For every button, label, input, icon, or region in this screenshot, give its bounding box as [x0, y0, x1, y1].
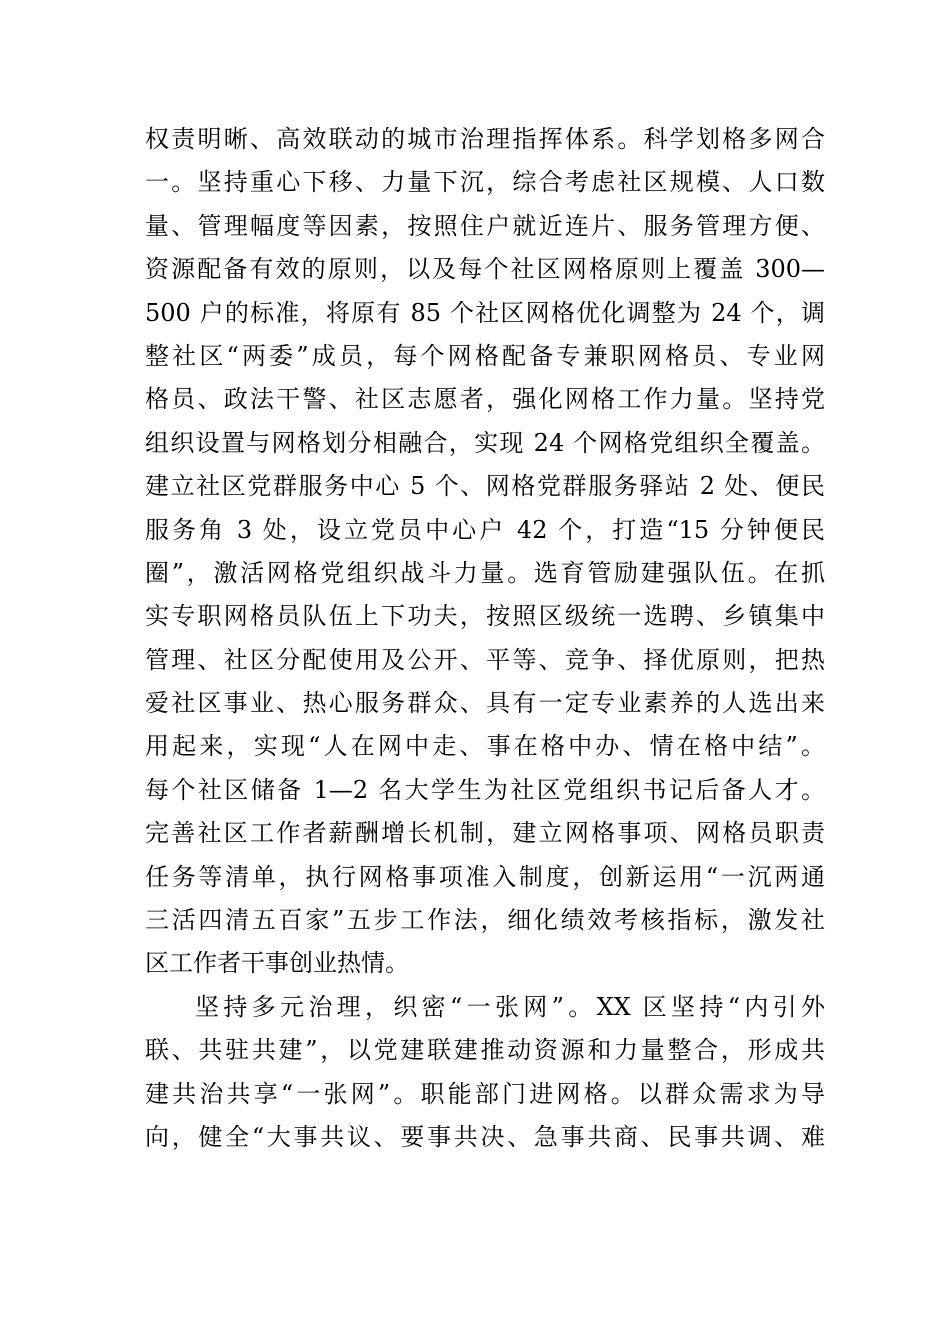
- text-line: 圈”，激活网格党组织战斗力量。选育管励建强队伍。在抓: [145, 558, 825, 587]
- text-line: 联、共驻共建”，以党建联建推动资源和力量整合，形成共: [145, 1036, 825, 1065]
- text-line: 量、管理幅度等因素，按照住户就近连片、服务管理方便、: [145, 211, 825, 240]
- text-line: 服务角 3 处，设立党员中心户 42 个，打造“15 分钟便民: [145, 515, 825, 544]
- text-line: 权责明晰、高效联动的城市治理指挥体系。科学划格多网合: [145, 125, 825, 153]
- text-line: 500 户的标准，将原有 85 个社区网格优化调整为 24 个，调: [145, 298, 825, 327]
- text-line: 向，健全“大事共议、要事共决、急事共商、民事共调、难: [145, 1122, 825, 1151]
- text-line: 建共治共享“一张网”。职能部门进网格。以群众需求为导: [145, 1079, 825, 1108]
- text-line: 每个社区储备 1—2 名大学生为社区党组织书记后备人才。: [145, 775, 825, 804]
- text-line: 整社区“两委”成员，每个网格配备专兼职网格员、专业网: [145, 341, 825, 370]
- text-line: 实专职网格员队伍上下功夫，按照区级统一选聘、乡镇集中: [145, 602, 825, 631]
- text-line: 资源配备有效的原则，以及每个社区网格原则上覆盖 300—: [145, 255, 825, 284]
- text-line: 一。坚持重心下移、力量下沉，综合考虑社区规模、人口数: [145, 168, 825, 197]
- paragraph-first-line: 坚持多元治理，织密“一张网”。XX 区坚持“内引外: [195, 992, 825, 1021]
- paragraph-end-line: 区工作者干事创业热情。: [145, 949, 409, 978]
- text-line: 组织设置与网格划分相融合，实现 24 个网格党组织全覆盖。: [145, 428, 825, 457]
- text-line: 格员、政法干警、社区志愿者，强化网格工作力量。坚持党: [145, 385, 825, 414]
- text-line: 管理、社区分配使用及公开、平等、竞争、择优原则，把热: [145, 645, 825, 674]
- text-line: 任务等清单，执行网格事项准入制度，创新运用“一沉两通: [145, 862, 825, 891]
- text-line: 爱社区事业、热心服务群众、具有一定专业素养的人选出来: [145, 689, 825, 718]
- text-line: 建立社区党群服务中心 5 个、网格党群服务驿站 2 处、便民: [145, 472, 825, 501]
- text-line: 三活四清五百家”五步工作法，细化绩效考核指标，激发社: [145, 906, 825, 935]
- text-line: 完善社区工作者薪酬增长机制，建立网格事项、网格员职责: [145, 819, 825, 848]
- text-line: 用起来，实现“人在网中走、事在格中办、情在格中结”。: [145, 732, 825, 761]
- body-text: [145, 118, 825, 1159]
